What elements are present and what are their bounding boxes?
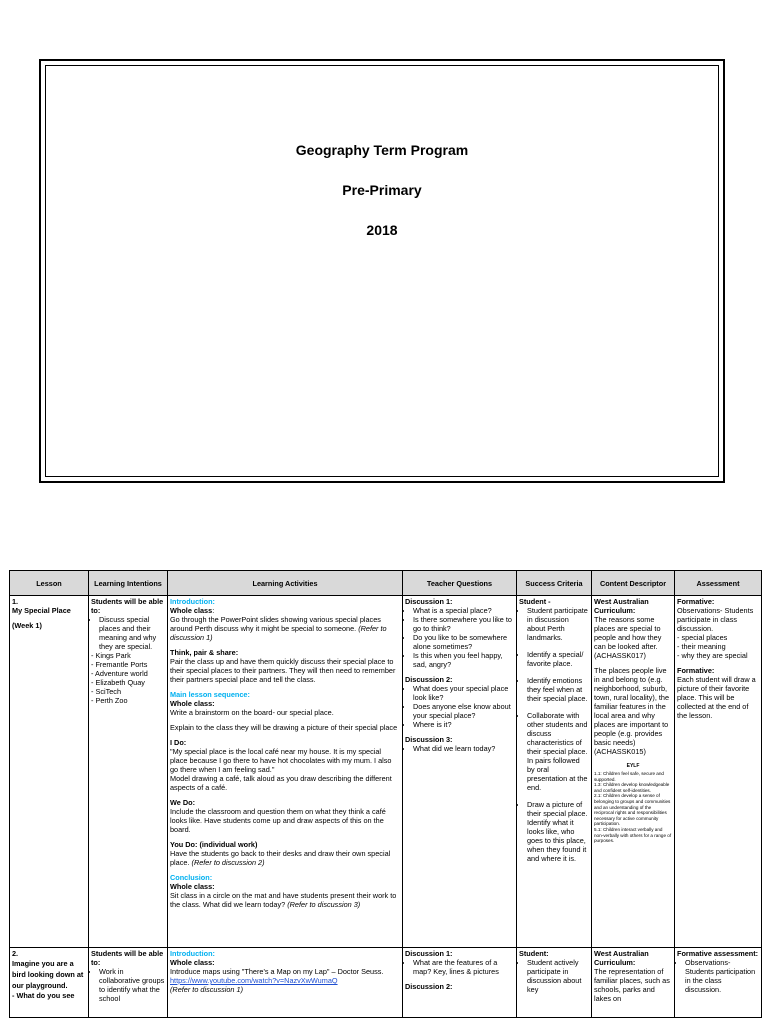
cover-frame bbox=[39, 59, 725, 483]
eylf-item: 5.1: Children interact verbally and non-verbally with others for a range of purposes. bbox=[594, 826, 672, 844]
eylf-heading: EYLF bbox=[626, 763, 640, 769]
you-do-ref: (Refer to discussion 2) bbox=[191, 858, 265, 867]
lesson-week: (Week 1) bbox=[12, 621, 42, 630]
header-learning-intentions: Learning Intentions bbox=[89, 571, 168, 596]
lesson-number: 1. bbox=[12, 597, 19, 606]
curriculum-text-2: The places people live in and belong to (e.g. neighborhood, suburb, town, rural locality), the familiar features in the local area and why places are important to people (e.g. provides basic needs) (ACHASSK015) bbox=[594, 666, 670, 756]
list-item: • What are the features of a map? Key, lines & pictures bbox=[413, 958, 514, 976]
conclusion-ref: (Refer to discussion 3) bbox=[287, 900, 361, 909]
list-item: • Identify emotions they feel when at their special place. bbox=[527, 676, 589, 703]
discussion-1-heading: Discussion 1: bbox=[405, 949, 453, 958]
intentions-heading: Students will be able to: bbox=[91, 597, 164, 615]
lesson-cell bbox=[10, 596, 89, 948]
list-item: - Kings Park bbox=[91, 651, 131, 660]
header-learning-activities: Learning Activities bbox=[168, 571, 403, 596]
program-table bbox=[9, 570, 762, 1018]
conclusion-heading: Conclusion: bbox=[170, 873, 213, 882]
table-row bbox=[10, 948, 762, 1018]
cover-year: 2018 bbox=[366, 222, 398, 238]
questions-cell bbox=[403, 948, 517, 1018]
header-teacher-questions: Teacher Questions bbox=[403, 571, 517, 596]
main-heading: Main lesson sequence: bbox=[170, 690, 250, 699]
curriculum-heading: West Australian Curriculum: bbox=[594, 597, 649, 615]
list-item: • Student participate in discussion about Perth landmarks. bbox=[527, 606, 589, 642]
formative-heading-2: Formative: bbox=[677, 666, 715, 675]
list-item: • Is there somewhere you like to go to think? bbox=[413, 615, 514, 633]
list-item: - Fremantle Ports bbox=[91, 660, 148, 669]
table-row bbox=[10, 596, 762, 948]
formative-heading: Formative: bbox=[677, 597, 715, 606]
cover-inner-border bbox=[45, 65, 719, 477]
list-item: - Elizabeth Quay bbox=[91, 678, 145, 687]
list-item: • What is a special place? bbox=[413, 606, 514, 615]
whole-class-label: Whole class: bbox=[170, 958, 215, 967]
list-item: • Collaborate with other students and discuss characteristics of their special place. In pairs followed by oral presentation at the end. bbox=[527, 711, 589, 792]
we-do-text: Include the classroom and question them on what they think a café looks like. Have students come up and draw aspects of this on the board. bbox=[170, 807, 386, 834]
activities-cell: Introduction: Whole class: Go through the PowerPoint slides showing various special places around Perth discuss why it might be special to someone. (Refer to discussion 1) Think, pair & share: Pair the class up and have them quickly discuss their special place to their special places to their partners. They will then need to remember their partners special place and tell the class. Main lesson sequence: Whole class: Write a brainstorm on the board- our special place. Explain to the class they will be drawing a picture of their special place I Do: "My special place is the local café near my house. It is my special place because I go there to have hot chocolates with my mum. I also go there when I am feeling sad." Model drawing a café, talk aloud as you draw describing the different aspects of a café. We Do: Include the classroom and question them on what they think a café looks like. Have students come up and draw aspects of this on the board. You Do: (individual work) Have the students go back to their desks and draw their own special place. (Refer to discussion 2) Conclusion: Whole class: Sit class in a circle on the mat and have students present their work to the class. What did we learn today? (Refer to discussion 3) bbox=[168, 596, 403, 948]
intentions-heading: Students will be able to: bbox=[91, 949, 164, 967]
eylf-item: 2.1: Children develop a sense of belonging to groups and communities and an understanding of the reciprocal rights and responsibilities necessary for active community participation. bbox=[594, 793, 671, 827]
intro-ref: (Refer to discussion 1) bbox=[170, 624, 387, 642]
list-item: • Observations- Students participation in the class discussion. bbox=[685, 958, 759, 994]
list-item: • Student actively participate in discussion about key bbox=[527, 958, 589, 994]
header-success-criteria: Success Criteria bbox=[517, 571, 592, 596]
questions-cell bbox=[403, 596, 517, 948]
intentions-cell bbox=[89, 596, 168, 948]
formative-text: Observations- Students participate in class discussion. bbox=[677, 606, 754, 633]
lesson-title: My Special Place bbox=[12, 606, 71, 615]
i-do-text2: Model drawing a café, talk aloud as you draw describing the different aspects of a café. bbox=[170, 774, 392, 792]
lesson-subtitle: - What do you see bbox=[12, 991, 75, 1000]
main-whole-class: Whole class: bbox=[170, 699, 215, 708]
intro-heading: Introduction: bbox=[170, 597, 215, 606]
lesson-title: Imagine you are a bird looking down at our playground. bbox=[12, 959, 84, 990]
content-cell bbox=[592, 948, 675, 1018]
header-content-descriptor: Content Descriptor bbox=[592, 571, 675, 596]
lesson-cell bbox=[10, 948, 89, 1018]
conclusion-text: Sit class in a circle on the mat and have students present their work to the class. What did we learn today? bbox=[170, 891, 397, 909]
assessment-cell bbox=[675, 596, 762, 948]
eylf-item: 1.3: Children develop knowledgeable and confident self-identities. bbox=[594, 782, 670, 793]
content-cell bbox=[592, 596, 675, 948]
main-text: Write a brainstorm on the board- our special place. bbox=[170, 708, 334, 717]
list-item: • Is this when you feel happy, sad, angry? bbox=[413, 651, 514, 669]
header-lesson: Lesson bbox=[10, 571, 89, 596]
list-item: - Perth Zoo bbox=[91, 696, 128, 705]
list-item: - special places bbox=[677, 633, 728, 642]
you-do-heading: You Do: (individual work) bbox=[170, 840, 258, 849]
success-heading: Student - bbox=[519, 597, 551, 606]
formative-heading: Formative assessment: bbox=[677, 949, 759, 958]
list-item: • Discuss special places and their meaning and why they are special. bbox=[99, 615, 165, 651]
list-item: • Does anyone else know about your special place? bbox=[413, 702, 514, 720]
header-assessment: Assessment bbox=[675, 571, 762, 596]
list-item: - Adventure world bbox=[91, 669, 148, 678]
list-item: - why they are special bbox=[677, 651, 748, 660]
activities-cell bbox=[168, 948, 403, 1018]
success-heading: Student: bbox=[519, 949, 549, 958]
success-cell bbox=[517, 948, 592, 1018]
cover-subtitle: Pre-Primary bbox=[342, 182, 422, 198]
list-item: • Draw a picture of their special place. Identify what it looks like, who goes to this place, when they found it and where it is. bbox=[527, 800, 589, 863]
eylf-item: 1.1: Children feel safe, secure and supported. bbox=[594, 771, 664, 782]
header-row bbox=[10, 571, 762, 596]
we-do-heading: We Do: bbox=[170, 798, 195, 807]
success-cell bbox=[517, 596, 592, 948]
curriculum-heading: West Australian Curriculum: bbox=[594, 949, 649, 967]
i-do-text: "My special place is the local café near my house. It is my special place because I go there to have hot chocolates with my mum. I also go there when I am feeling sad." bbox=[170, 747, 392, 774]
you-do-text: Have the students go back to their desks and draw their own special place. bbox=[170, 849, 391, 867]
discussion-1-heading: Discussion 1: bbox=[405, 597, 453, 606]
lesson-number: 2. bbox=[12, 949, 19, 958]
whole-class-label: Whole class bbox=[170, 606, 213, 615]
list-item: • What does your special place look like? bbox=[413, 684, 514, 702]
intro-text: Introduce maps using "There's a Map on my Lap" – Doctor Seuss. bbox=[170, 967, 384, 976]
discussion-2-heading: Discussion 2: bbox=[405, 675, 453, 684]
tps-text: Pair the class up and have them quickly discuss their special place to their special places to their partners. They will then need to remember their partners special place and tell the class. bbox=[170, 657, 396, 684]
discussion-2-heading: Discussion 2: bbox=[405, 982, 453, 991]
curriculum-text-1: The reasons some places are special to people and how they can be looked after. (ACHASSK017) bbox=[594, 615, 662, 660]
list-item: • Where is it? bbox=[413, 720, 514, 729]
list-item: • Work in collaborative groups to identify what the school bbox=[99, 967, 165, 1003]
intentions-cell bbox=[89, 948, 168, 1018]
cover-title: Geography Term Program bbox=[295, 142, 469, 158]
intro-heading: Introduction: bbox=[170, 949, 215, 958]
intro-ref: (Refer to discussion 1) bbox=[170, 985, 243, 994]
formative-text-2: Each student will draw a picture of their favorite place. This will be collected at the end of the lesson. bbox=[677, 675, 756, 720]
list-item: • Do you like to be somewhere alone sometimes? bbox=[413, 633, 514, 651]
discussion-3-heading: Discussion 3: bbox=[405, 735, 453, 744]
list-item: - SciTech bbox=[91, 687, 122, 696]
assessment-cell bbox=[675, 948, 762, 1018]
explain-text: Explain to the class they will be drawing a picture of their special place bbox=[170, 723, 398, 732]
curriculum-text: The representation of familiar places, such as schools, parks and lakes on bbox=[594, 967, 670, 1003]
tps-heading: Think, pair & share: bbox=[170, 648, 239, 657]
video-link[interactable]: https://www.youtube.com/watch?v=NazvXwWumaQ bbox=[170, 976, 338, 985]
conclusion-whole-class: Whole class: bbox=[170, 882, 215, 891]
list-item: • Identify a special/ favorite place. bbox=[527, 650, 589, 668]
list-item: • What did we learn today? bbox=[413, 744, 514, 753]
i-do-heading: I Do: bbox=[170, 738, 187, 747]
list-item: - their meaning bbox=[677, 642, 726, 651]
program-table-wrap bbox=[9, 570, 761, 1018]
intro-text: Go through the PowerPoint slides showing various special places around Perth discuss why it might be special to someone. bbox=[170, 615, 381, 633]
